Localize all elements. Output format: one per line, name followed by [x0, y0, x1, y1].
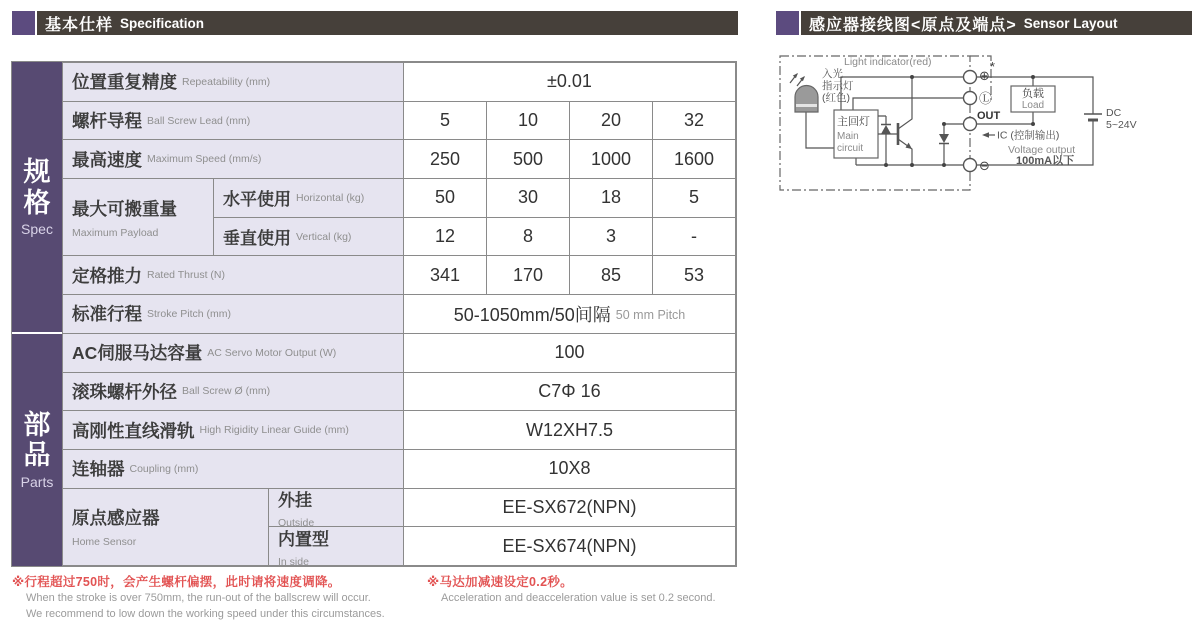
row-label-repeatability: 位置重复精度 Repeatability (mm)	[63, 63, 404, 102]
battery-dc-label: DC	[1106, 107, 1122, 119]
footnote-stroke-warning-zh: ※行程超过750时，会产生螺杆偏摆，此时请将速度调降。	[12, 575, 341, 589]
value-stroke: 50-1050mm/50间隔 50 mm Pitch	[404, 295, 736, 334]
sidebar-spec-zh: 规格	[23, 157, 51, 218]
value-home-sensor-outside: EE-SX672(NPN)	[404, 489, 736, 528]
main-circuit-label-en1: Main	[837, 131, 859, 142]
spec-table-grid	[62, 62, 736, 566]
terminal-minus-icon	[964, 159, 977, 172]
terminal-l-icon	[964, 92, 977, 105]
light-ray-arrows-icon	[790, 73, 805, 86]
row-label-home-sensor-outside: 外挂 Outside	[269, 489, 404, 528]
footnote-stroke-warning	[12, 572, 385, 622]
value-coupling: 10X8	[404, 450, 736, 489]
value-lead-3: 20	[570, 102, 653, 141]
value-horizontal-1: 50	[404, 179, 487, 218]
junction-dot	[1031, 122, 1035, 126]
value-guide: W12XH7.5	[404, 411, 736, 450]
junction-dot	[942, 122, 946, 126]
row-label-payload-vertical: 垂直使用 Vertical (kg)	[214, 218, 404, 257]
value-home-sensor-inside: EE-SX674(NPN)	[404, 527, 736, 566]
terminal-plus-label: ⊕	[979, 68, 990, 83]
light-indicator-label-zh2: 指示灯	[822, 80, 854, 92]
current-limit-label: 100mA以下	[1016, 155, 1075, 167]
value-screw-od: C7Φ 16	[404, 373, 736, 412]
value-speed-1: 250	[404, 140, 487, 179]
ic-output-label: IC (控制输出)	[997, 129, 1060, 142]
light-indicator-label-zh1: 入光	[822, 68, 843, 80]
junction-dot	[910, 163, 914, 167]
value-horizontal-2: 30	[487, 179, 570, 218]
value-horizontal-3: 18	[570, 179, 653, 218]
accent-square-icon	[12, 11, 35, 35]
main-circuit-label-en2: circuit	[837, 143, 864, 154]
value-lead-2: 10	[487, 102, 570, 141]
value-vertical-2: 8	[487, 218, 570, 257]
header-specification	[12, 11, 738, 35]
sidebar-spec-en: Spec	[21, 220, 53, 237]
row-label-home-sensor-inside: 内置型 In side	[269, 527, 404, 566]
main-circuit-label-zh: 主回灯	[837, 116, 870, 128]
light-indicator-label-en: Light indicator(red)	[844, 56, 932, 68]
led-band	[796, 104, 817, 107]
ic-arrow-head	[982, 132, 989, 138]
header-sensor-layout-en: Sensor Layout	[1023, 15, 1118, 31]
zener-diode-icon	[939, 124, 949, 165]
value-thrust-3: 85	[570, 256, 653, 295]
header-sensor-layout	[776, 11, 1192, 35]
wire-internal-plus	[841, 77, 964, 110]
row-label-home-sensor: 原点感应器 Home Sensor	[63, 489, 269, 566]
value-lead-4: 32	[653, 102, 736, 141]
spec-table	[11, 61, 737, 567]
sidebar-parts-zh: 部品	[23, 410, 51, 471]
value-vertical-1: 12	[404, 218, 487, 257]
terminal-out-label: OUT	[977, 110, 1001, 122]
zener-diode-icon	[878, 116, 891, 165]
value-thrust-2: 170	[487, 256, 570, 295]
terminal-out-icon	[964, 118, 977, 131]
led-indicator-icon	[795, 86, 818, 113]
light-indicator-label-zh3: (红色)	[822, 92, 850, 104]
value-lead-1: 5	[404, 102, 487, 141]
terminal-l-label: Ⓛ	[979, 91, 993, 106]
row-label-lead: 螺杆导程 Ball Screw Lead (mm)	[63, 102, 404, 141]
transistor-icon	[878, 77, 912, 165]
terminal-star-label: *	[990, 59, 996, 74]
junction-dot	[942, 163, 946, 167]
footnote-acceleration-zh: ※马达加减速设定0.2秒。	[427, 575, 573, 589]
value-thrust-1: 341	[404, 256, 487, 295]
header-sensor-layout-zh: 感应器接线图<原点及端点>	[809, 16, 1017, 34]
row-label-thrust: 定格推力 Rated Thrust (N)	[63, 256, 404, 295]
sidebar-spec	[12, 62, 62, 332]
row-label-stroke: 标准行程 Stroke Pitch (mm)	[63, 295, 404, 334]
spec-table-sidebar	[12, 62, 62, 566]
load-label-en: Load	[1021, 100, 1045, 111]
junction-dot	[910, 75, 914, 79]
terminal-plus-icon	[964, 71, 977, 84]
junction-dot	[884, 163, 888, 167]
row-label-coupling: 连轴器 Coupling (mm)	[63, 450, 404, 489]
header-specification-bar	[37, 11, 738, 35]
wire-internal-l	[853, 98, 964, 110]
footnote-acceleration	[427, 572, 716, 606]
header-sensor-layout-bar	[801, 11, 1192, 35]
row-label-screw-od: 滚珠螺杆外径 Ball Screw Ø (mm)	[63, 373, 404, 412]
footnote-stroke-warning-en2: We recommend to low down the working speed under this circumstances.	[26, 607, 385, 620]
value-thrust-4: 53	[653, 256, 736, 295]
battery-voltage-label: 5~24V	[1106, 119, 1137, 131]
load-label-zh: 负载	[1022, 88, 1044, 100]
value-speed-3: 1000	[570, 140, 653, 179]
sensor-wiring-diagram	[778, 50, 1198, 205]
footnote-acceleration-en: Acceleration and deacceleration value is set 0.2 second.	[441, 592, 716, 604]
header-specification-zh: 基本仕样	[45, 16, 114, 34]
accent-square-icon	[776, 11, 799, 35]
footnote-stroke-warning-en1: When the stroke is over 750mm, the run-out of the ballscrew will occur.	[26, 592, 371, 604]
voltage-output-label: Voltage output	[1008, 144, 1076, 156]
value-speed-2: 500	[487, 140, 570, 179]
row-label-payload-horizontal: 水平使用 Horizontal (kg)	[214, 179, 404, 218]
header-specification-en: Specification	[120, 15, 205, 31]
value-motor: 100	[404, 334, 736, 373]
row-label-payload: 最大可搬重量 Maximum Payload	[63, 179, 214, 256]
wire-internal-ground	[856, 158, 964, 165]
wire-led	[806, 112, 834, 148]
value-repeatability: ±0.01	[404, 63, 736, 102]
sidebar-parts-en: Parts	[20, 473, 54, 490]
value-vertical-4: -	[653, 218, 736, 257]
sidebar-parts	[12, 334, 62, 566]
junction-dot	[1031, 75, 1035, 79]
value-horizontal-4: 5	[653, 179, 736, 218]
battery-icon	[1084, 114, 1102, 120]
terminal-minus-label: ⊖	[979, 158, 990, 173]
row-label-guide: 高刚性直线滑轨 High Rigidity Linear Guide (mm)	[63, 411, 404, 450]
value-vertical-3: 3	[570, 218, 653, 257]
value-speed-4: 1600	[653, 140, 736, 179]
row-label-motor: AC伺服马达容量 AC Servo Motor Output (W)	[63, 334, 404, 373]
row-label-speed: 最高速度 Maximum Speed (mm/s)	[63, 140, 404, 179]
